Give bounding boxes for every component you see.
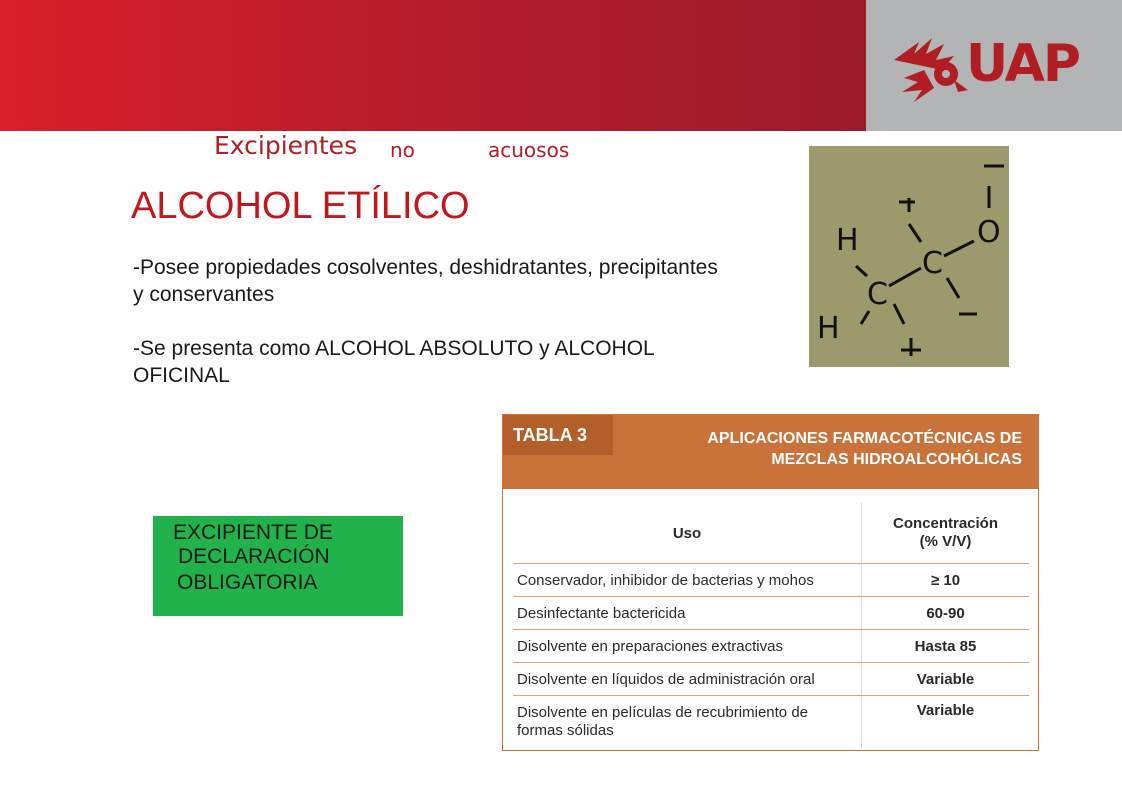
- uap-bird-logo-icon: [884, 30, 974, 105]
- atom-h-lower: H: [817, 311, 840, 346]
- atom-o: O: [977, 215, 1001, 250]
- ethanol-structure-image: [809, 146, 1009, 367]
- table-title: [622, 429, 1022, 471]
- column-header-concentracion-line-2: (% V/V): [919, 533, 972, 550]
- table-title-line-2: MEZCLAS HIDROALCOHÓLICAS: [771, 450, 1022, 468]
- atom-c-right: C: [922, 246, 943, 281]
- table-label-tab: [503, 415, 613, 455]
- cell-uso: Conservador, inhibidor de bacterias y mohos: [513, 564, 862, 597]
- table-row: [513, 564, 1029, 597]
- mandatory-declaration-callout: [153, 516, 403, 616]
- table-header-row: [513, 503, 1029, 564]
- callout-line-2: DECLARACIÓN: [178, 545, 330, 568]
- table-row: [513, 597, 1029, 630]
- bullet-presentation: -Se presenta como ALCOHOL ABSOLUTO y ALCOHOL OFICINAL: [133, 337, 654, 388]
- cell-concentracion: 60-90: [862, 597, 1030, 630]
- atom-h-upper: H: [836, 223, 859, 258]
- table-grid: [513, 503, 1029, 748]
- column-header-uso: Uso: [513, 503, 862, 564]
- subtitle-excipientes: Excipientes: [214, 131, 358, 160]
- table-label: TABLA 3: [513, 425, 587, 445]
- cell-uso: Disolvente en líquidos de administración oral: [513, 663, 862, 696]
- slide-title: ALCOHOL ETÍLICO: [131, 185, 470, 227]
- uap-logo-text: UAP: [966, 34, 1079, 94]
- cell-uso: Disolvente en películas de recubrimiento de formas sólidas: [517, 704, 808, 739]
- cell-concentracion: Variable: [862, 663, 1030, 696]
- table-row: [513, 663, 1029, 696]
- bullet-properties: -Posee propiedades cosolventes, deshidratantes, precipitantes y conservantes: [133, 256, 718, 307]
- column-header-concentracion: [862, 503, 1030, 564]
- cell-concentracion: Variable: [862, 696, 1030, 749]
- cell-uso: Disolvente en preparaciones extractivas: [513, 630, 862, 663]
- subtitle-no: no: [390, 138, 415, 162]
- table-header-band: [503, 415, 1038, 489]
- callout-line-3: OBLIGATORIA: [177, 571, 318, 594]
- column-header-concentracion-line-1: Concentración: [892, 515, 998, 532]
- atom-c-left: C: [867, 277, 888, 312]
- table-title-line-1: APLICACIONES FARMACOTÉCNICAS DE: [707, 430, 1022, 447]
- table-row: [513, 630, 1029, 663]
- hydroalcoholic-table-card: [502, 414, 1039, 751]
- table-row: [513, 696, 1029, 749]
- subtitle-acuosos: acuosos: [488, 138, 570, 162]
- cell-concentracion: ≥ 10: [862, 564, 1030, 597]
- header-banner: [0, 0, 866, 131]
- callout-line-1: EXCIPIENTE DE: [173, 521, 333, 544]
- cell-concentracion: Hasta 85: [862, 630, 1030, 663]
- cell-uso: Desinfectante bactericida: [513, 597, 862, 630]
